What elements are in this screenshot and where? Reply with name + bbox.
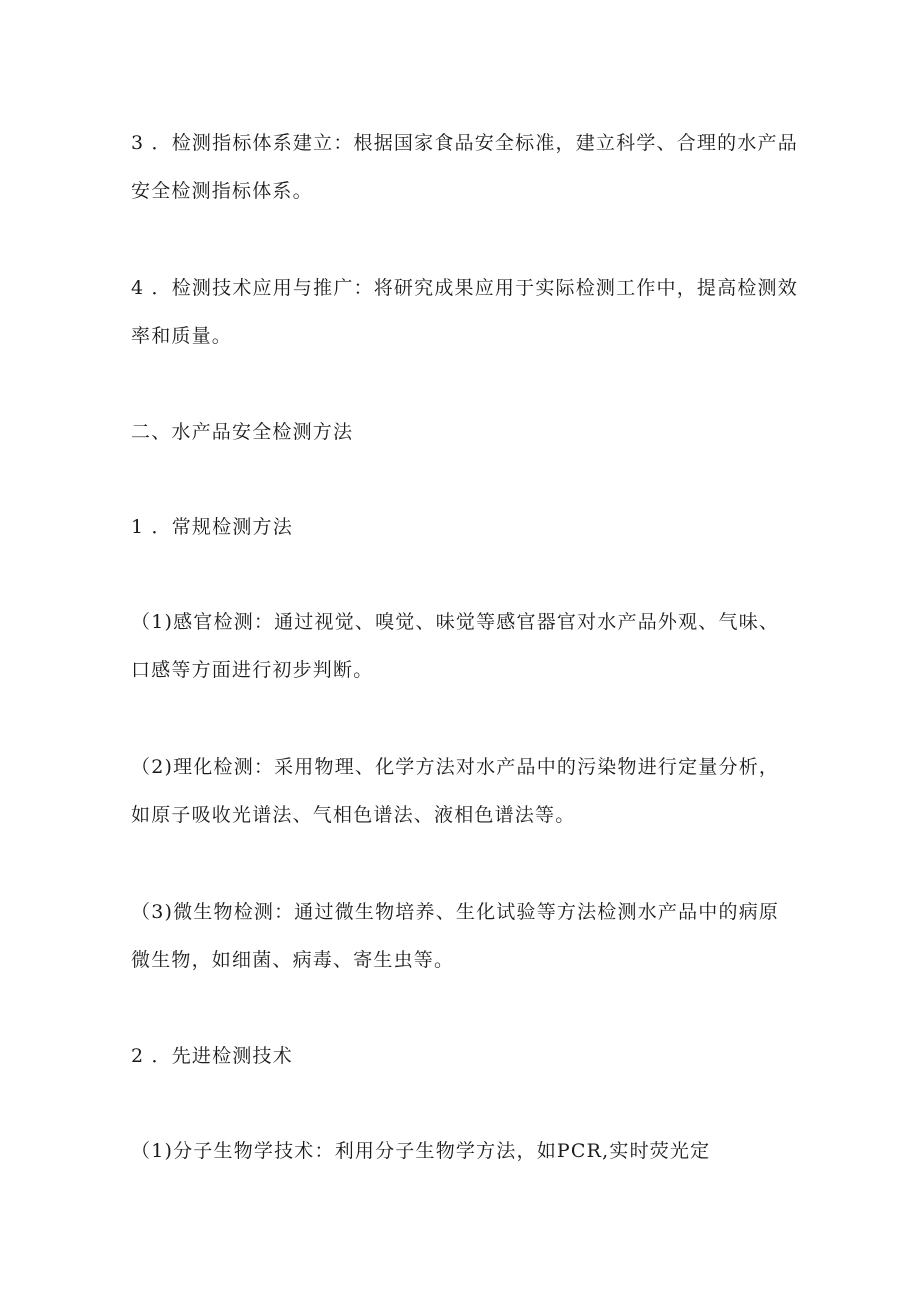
section-heading-detection-methods (131, 408, 801, 456)
paragraph-molecular-biology (131, 1127, 801, 1175)
text-line: （1)分子生物学技术：利用分子生物学方法，如PCR,实时荧光定 (131, 1140, 711, 1162)
subheading-conventional-methods (131, 503, 801, 551)
paragraph-physicochemical-detection (131, 743, 801, 839)
text-line: （3)微生物检测：通过微生物培养、生化试验等方法检测水产品中的病原 (131, 901, 780, 923)
text-line: 微生物，如细菌、病毒、寄生虫等。 (131, 949, 455, 971)
paragraph-sensory-detection (131, 598, 801, 694)
text-line: （1)感官检测：通过视觉、嗅觉、味觉等感官器官对水产品外观、气味、 (131, 611, 780, 633)
paragraph-indicator-system (131, 119, 801, 215)
text-line: 安全检测指标体系。 (131, 180, 313, 202)
text-line: 4 ．检测技术应用与推广：将研究成果应用于实际检测工作中，提高检测效 (131, 277, 798, 299)
text-line: 率和质量。 (131, 325, 233, 347)
text-line: 1 ．常规检测方法 (131, 516, 293, 538)
paragraph-microbial-detection (131, 888, 801, 984)
text-line: 2 ．先进检测技术 (131, 1045, 293, 1067)
paragraph-technology-application (131, 264, 801, 360)
text-line: （2)理化检测：采用物理、化学方法对水产品中的污染物进行定量分析， (131, 756, 780, 778)
text-line: 3 ．检测指标体系建立：根据国家食品安全标准，建立科学、合理的水产品 (131, 132, 798, 154)
text-line: 二、水产品安全检测方法 (131, 421, 354, 443)
text-line: 如原子吸收光谱法、气相色谱法、液相色谱法等。 (131, 804, 576, 826)
text-line: 口感等方面进行初步判断。 (131, 659, 374, 681)
subheading-advanced-techniques (131, 1032, 801, 1080)
